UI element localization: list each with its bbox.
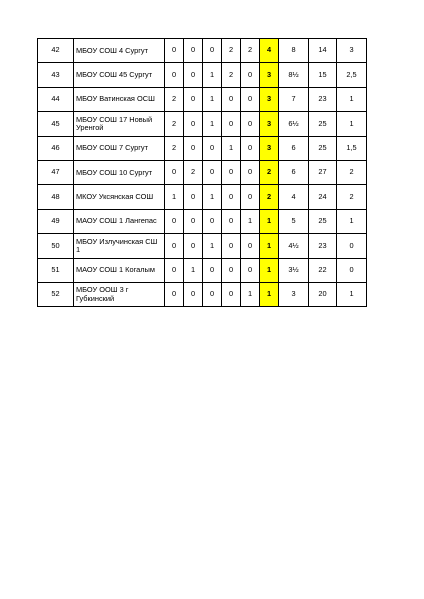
- table-row: [38, 234, 367, 258]
- value-a-cell: 8: [279, 39, 309, 63]
- school-cell: МБОУ Ватинская ОСШ: [74, 87, 165, 111]
- rank-cell: 49: [38, 209, 74, 233]
- school-cell: МАОУ СОШ 1 Лангепас: [74, 209, 165, 233]
- score-cell-4: 0: [222, 282, 241, 306]
- rank-cell: 52: [38, 282, 74, 306]
- score-cell-4: 0: [222, 87, 241, 111]
- school-cell: МБОУ СОШ 17 Новый Уренгой: [74, 112, 165, 136]
- table-row: [38, 160, 367, 184]
- score-cell-1: 0: [165, 63, 184, 87]
- value-a-cell: 6: [279, 136, 309, 160]
- table-row: [38, 209, 367, 233]
- total-cell: 4: [260, 39, 279, 63]
- results-table-body: [38, 39, 367, 307]
- score-cell-5: 2: [241, 39, 260, 63]
- table-row: [38, 258, 367, 282]
- score-cell-4: 0: [222, 185, 241, 209]
- score-cell-4: 0: [222, 209, 241, 233]
- score-cell-5: 1: [241, 209, 260, 233]
- value-b-cell: 22: [309, 258, 337, 282]
- school-cell: МАОУ СОШ 1 Когалым: [74, 258, 165, 282]
- score-cell-4: 0: [222, 160, 241, 184]
- score-cell-2: 0: [184, 209, 203, 233]
- table-row: [38, 185, 367, 209]
- school-cell: МБОУ ООШ 3 г Губкинский: [74, 282, 165, 306]
- score-cell-3: 1: [203, 234, 222, 258]
- total-cell: 1: [260, 209, 279, 233]
- value-b-cell: 25: [309, 209, 337, 233]
- score-cell-1: 2: [165, 136, 184, 160]
- school-cell: МБОУ СОШ 7 Сургут: [74, 136, 165, 160]
- score-cell-3: 1: [203, 185, 222, 209]
- school-cell: МКОУ Уксянская СОШ: [74, 185, 165, 209]
- value-a-cell: 5: [279, 209, 309, 233]
- score-cell-2: 0: [184, 112, 203, 136]
- rank-cell: 50: [38, 234, 74, 258]
- score-cell-3: 0: [203, 209, 222, 233]
- value-b-cell: 15: [309, 63, 337, 87]
- score-cell-2: 0: [184, 234, 203, 258]
- rank-cell: 46: [38, 136, 74, 160]
- score-cell-1: 0: [165, 258, 184, 282]
- score-cell-2: 0: [184, 136, 203, 160]
- score-cell-2: 0: [184, 87, 203, 111]
- score-cell-3: 1: [203, 63, 222, 87]
- value-a-cell: 3: [279, 282, 309, 306]
- results-table: [37, 38, 367, 307]
- total-cell: 3: [260, 63, 279, 87]
- score-cell-5: 0: [241, 136, 260, 160]
- total-cell: 2: [260, 185, 279, 209]
- table-row: [38, 39, 367, 63]
- value-b-cell: 14: [309, 39, 337, 63]
- value-c-cell: 2: [337, 185, 367, 209]
- school-cell: МБОУ СОШ 45 Сургут: [74, 63, 165, 87]
- value-b-cell: 25: [309, 136, 337, 160]
- total-cell: 1: [260, 234, 279, 258]
- score-cell-4: 1: [222, 136, 241, 160]
- table-row: [38, 112, 367, 136]
- score-cell-3: 0: [203, 136, 222, 160]
- score-cell-2: 2: [184, 160, 203, 184]
- rank-cell: 43: [38, 63, 74, 87]
- value-c-cell: 1: [337, 87, 367, 111]
- score-cell-3: 1: [203, 87, 222, 111]
- score-cell-5: 0: [241, 160, 260, 184]
- value-a-cell: 4½: [279, 234, 309, 258]
- table-row: [38, 282, 367, 306]
- score-cell-4: 2: [222, 63, 241, 87]
- score-cell-2: 0: [184, 282, 203, 306]
- rank-cell: 51: [38, 258, 74, 282]
- score-cell-2: 0: [184, 39, 203, 63]
- value-a-cell: 3½: [279, 258, 309, 282]
- total-cell: 1: [260, 282, 279, 306]
- score-cell-1: 2: [165, 112, 184, 136]
- score-cell-5: 0: [241, 112, 260, 136]
- rank-cell: 47: [38, 160, 74, 184]
- total-cell: 2: [260, 160, 279, 184]
- table-row: [38, 136, 367, 160]
- rank-cell: 48: [38, 185, 74, 209]
- score-cell-1: 0: [165, 160, 184, 184]
- score-cell-4: 2: [222, 39, 241, 63]
- value-c-cell: 1: [337, 282, 367, 306]
- rank-cell: 42: [38, 39, 74, 63]
- total-cell: 1: [260, 258, 279, 282]
- score-cell-2: 0: [184, 63, 203, 87]
- value-c-cell: 0: [337, 234, 367, 258]
- score-cell-5: 0: [241, 87, 260, 111]
- score-cell-5: 0: [241, 63, 260, 87]
- value-c-cell: 1,5: [337, 136, 367, 160]
- value-c-cell: 3: [337, 39, 367, 63]
- table-row: [38, 63, 367, 87]
- table-row: [38, 87, 367, 111]
- value-b-cell: 25: [309, 112, 337, 136]
- score-cell-1: 1: [165, 185, 184, 209]
- value-b-cell: 24: [309, 185, 337, 209]
- score-cell-3: 0: [203, 160, 222, 184]
- score-cell-4: 0: [222, 112, 241, 136]
- score-cell-3: 0: [203, 282, 222, 306]
- rank-cell: 45: [38, 112, 74, 136]
- value-b-cell: 23: [309, 87, 337, 111]
- score-cell-4: 0: [222, 258, 241, 282]
- school-cell: МБОУ Излучинская СШ 1: [74, 234, 165, 258]
- score-cell-3: 0: [203, 258, 222, 282]
- score-cell-3: 0: [203, 39, 222, 63]
- score-cell-1: 0: [165, 39, 184, 63]
- score-cell-5: 0: [241, 234, 260, 258]
- school-cell: МБОУ СОШ 4 Сургут: [74, 39, 165, 63]
- value-a-cell: 8½: [279, 63, 309, 87]
- total-cell: 3: [260, 87, 279, 111]
- school-cell: МБОУ СОШ 10 Сургут: [74, 160, 165, 184]
- value-b-cell: 20: [309, 282, 337, 306]
- value-b-cell: 27: [309, 160, 337, 184]
- score-cell-2: 0: [184, 185, 203, 209]
- value-c-cell: 1: [337, 209, 367, 233]
- score-cell-1: 0: [165, 282, 184, 306]
- score-cell-5: 0: [241, 185, 260, 209]
- value-c-cell: 2,5: [337, 63, 367, 87]
- score-cell-1: 0: [165, 209, 184, 233]
- value-c-cell: 1: [337, 112, 367, 136]
- total-cell: 3: [260, 136, 279, 160]
- score-cell-1: 0: [165, 234, 184, 258]
- rank-cell: 44: [38, 87, 74, 111]
- value-a-cell: 4: [279, 185, 309, 209]
- score-cell-5: 1: [241, 282, 260, 306]
- score-cell-2: 1: [184, 258, 203, 282]
- value-c-cell: 2: [337, 160, 367, 184]
- value-b-cell: 23: [309, 234, 337, 258]
- score-cell-5: 0: [241, 258, 260, 282]
- value-a-cell: 7: [279, 87, 309, 111]
- score-cell-4: 0: [222, 234, 241, 258]
- value-a-cell: 6½: [279, 112, 309, 136]
- score-cell-3: 1: [203, 112, 222, 136]
- value-a-cell: 6: [279, 160, 309, 184]
- score-cell-1: 2: [165, 87, 184, 111]
- value-c-cell: 0: [337, 258, 367, 282]
- total-cell: 3: [260, 112, 279, 136]
